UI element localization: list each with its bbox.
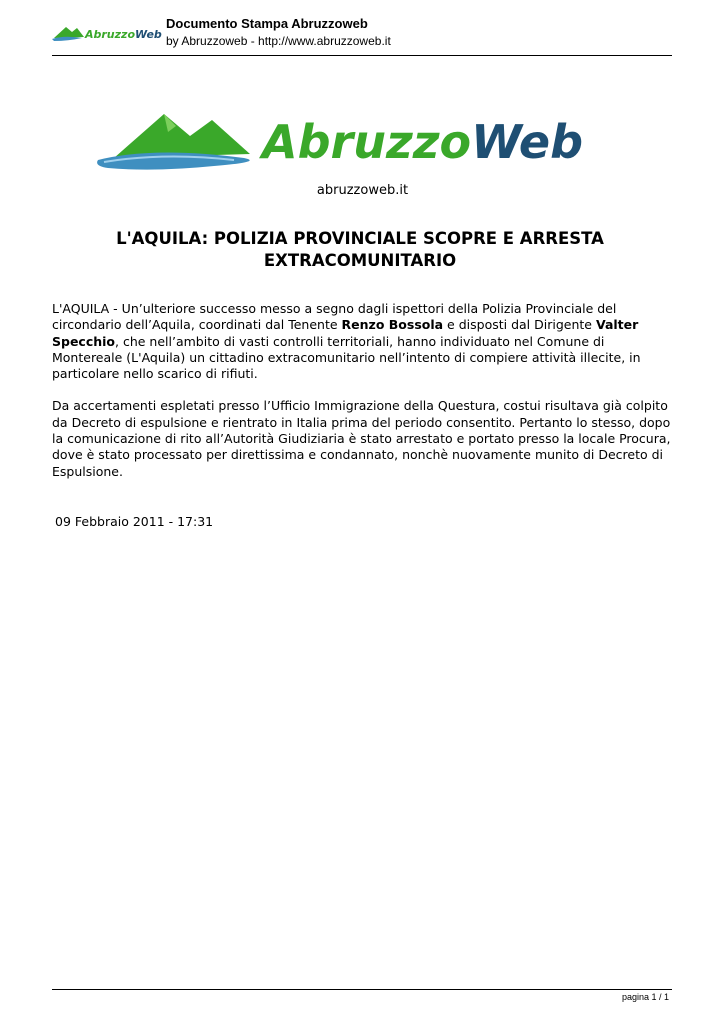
paragraph-2: Da accertamenti espletati presso l’Ufficio Immigrazione della Questura, costui risultava già colpito da Decreto di espulsione e rientrato in Italia prima del periodo consentito. Pertanto lo stesso, dopo la comunicazione di rito all’Autorità Giudiziaria è stato arrestato e portato presso la locale Procura, dove è stato processato per direttissima e condannato, nonchè nuovamente munito di Decreto di Espulsione. (52, 398, 671, 479)
header-title: Documento Stampa Abruzzoweb (166, 16, 368, 31)
header-subtitle: by Abruzzoweb - http://www.abruzzoweb.it (166, 34, 391, 48)
article-body (52, 301, 677, 496)
article-title-line2: EXTRACOMUNITARIO (263, 251, 457, 270)
main-logo-text-abruzzo: Abruzzo (262, 115, 472, 169)
name-valter-specchio: Valter Specchio (52, 317, 639, 349)
header-logo (52, 22, 162, 44)
paragraph-1: L'AQUILA - Un’ulteriore successo messo a segno dagli ispettori della Polizia Provinciale del circondario dell’Aquila, coordinati dal Tenente Renzo Bossola e disposti dal Dirigente Valter Specchio, che nell’ambito di vasti controlli territoriali, hanno individuato nel Comune di Montereale (L'Aquila) un cittadino extracomunitario nell’intento di compiere attività illecite, in particolare nello scarico di rifiuti. (52, 301, 641, 382)
article-title-line1: L'AQUILA: POLIZIA PROVINCIALE SCOPRE E ARRESTA (116, 229, 604, 248)
main-logo-mountain-icon (114, 114, 250, 158)
svg-text:AbruzzoWeb (259, 115, 583, 169)
header-divider (52, 55, 672, 56)
svg-text:AbruzzoWeb (84, 28, 162, 41)
header-logo-text-web: Web (135, 28, 162, 41)
header-logo-mountain-icon (54, 27, 84, 38)
header-logo-text-abruzzo: Abruzzo (85, 28, 136, 41)
publish-date: 09 Febbraio 2011 - 17:31 (55, 514, 214, 529)
name-renzo-bossola: Renzo Bossola (341, 317, 444, 333)
footer-divider (52, 989, 672, 990)
main-logo (94, 102, 606, 178)
article-title (90, 228, 630, 272)
header-text (166, 16, 391, 49)
page-number: pagina 1 / 1 (621, 992, 669, 1002)
site-name: abruzzoweb.it (316, 183, 409, 198)
main-logo-text-web: Web (471, 115, 584, 169)
